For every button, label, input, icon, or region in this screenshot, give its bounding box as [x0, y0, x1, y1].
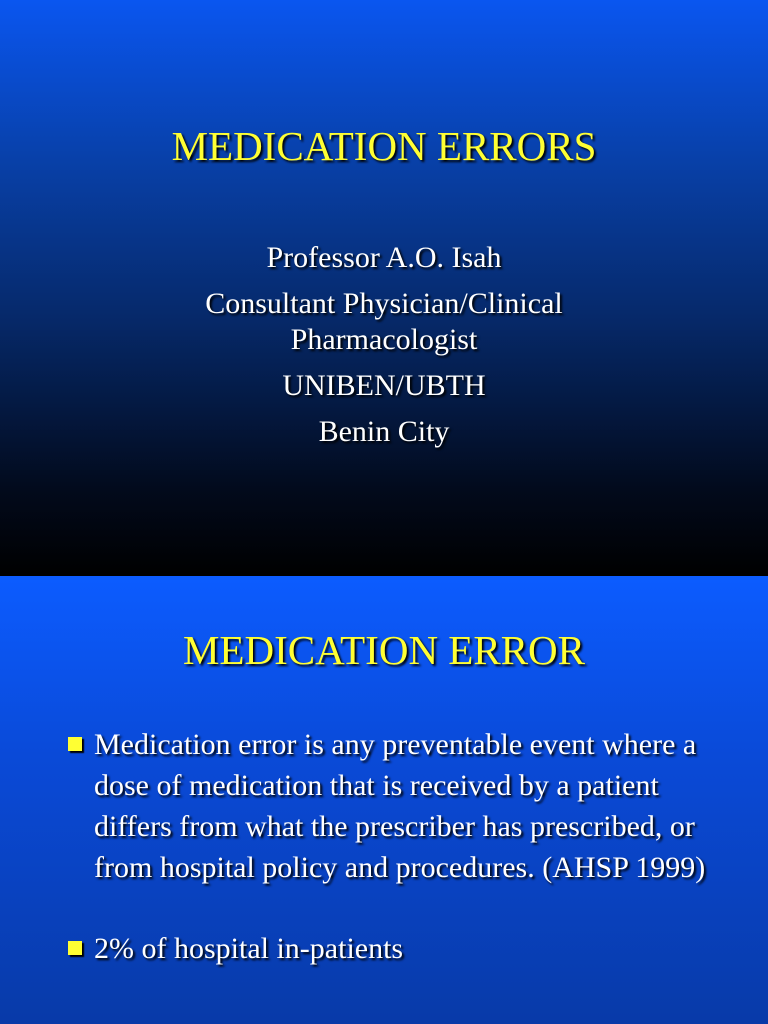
- author-institution: UNIBEN/UBTH: [282, 369, 486, 402]
- slide-1-title: MEDICATION ERRORS: [171, 123, 597, 169]
- author-role-line-2: Pharmacologist: [290, 323, 478, 356]
- square-bullet-icon: [68, 737, 82, 751]
- bullet-text-definition: Medication error is any preventable event where a dose of medication that is received by a patient differs from what the prescriber has prescribed, or from hospital policy and procedures. (AHSP 1999): [94, 728, 706, 884]
- author-role-line-1: Consultant Physician/Clinical: [205, 287, 563, 320]
- bullet-item-definition: [64, 724, 724, 888]
- author-role: [0, 286, 768, 358]
- bullet-item-statistic: [64, 928, 724, 969]
- slide-1-subtitle: [0, 240, 768, 460]
- slide-2-title: MEDICATION ERROR: [182, 627, 586, 673]
- author-name: Professor A.O. Isah: [266, 241, 502, 274]
- square-bullet-icon: [68, 941, 82, 955]
- author-city: Benin City: [318, 415, 450, 448]
- bullet-text-statistic: 2% of hospital in-patients: [94, 932, 404, 965]
- slide-2: [0, 576, 768, 1024]
- bullet-list: [64, 724, 724, 1009]
